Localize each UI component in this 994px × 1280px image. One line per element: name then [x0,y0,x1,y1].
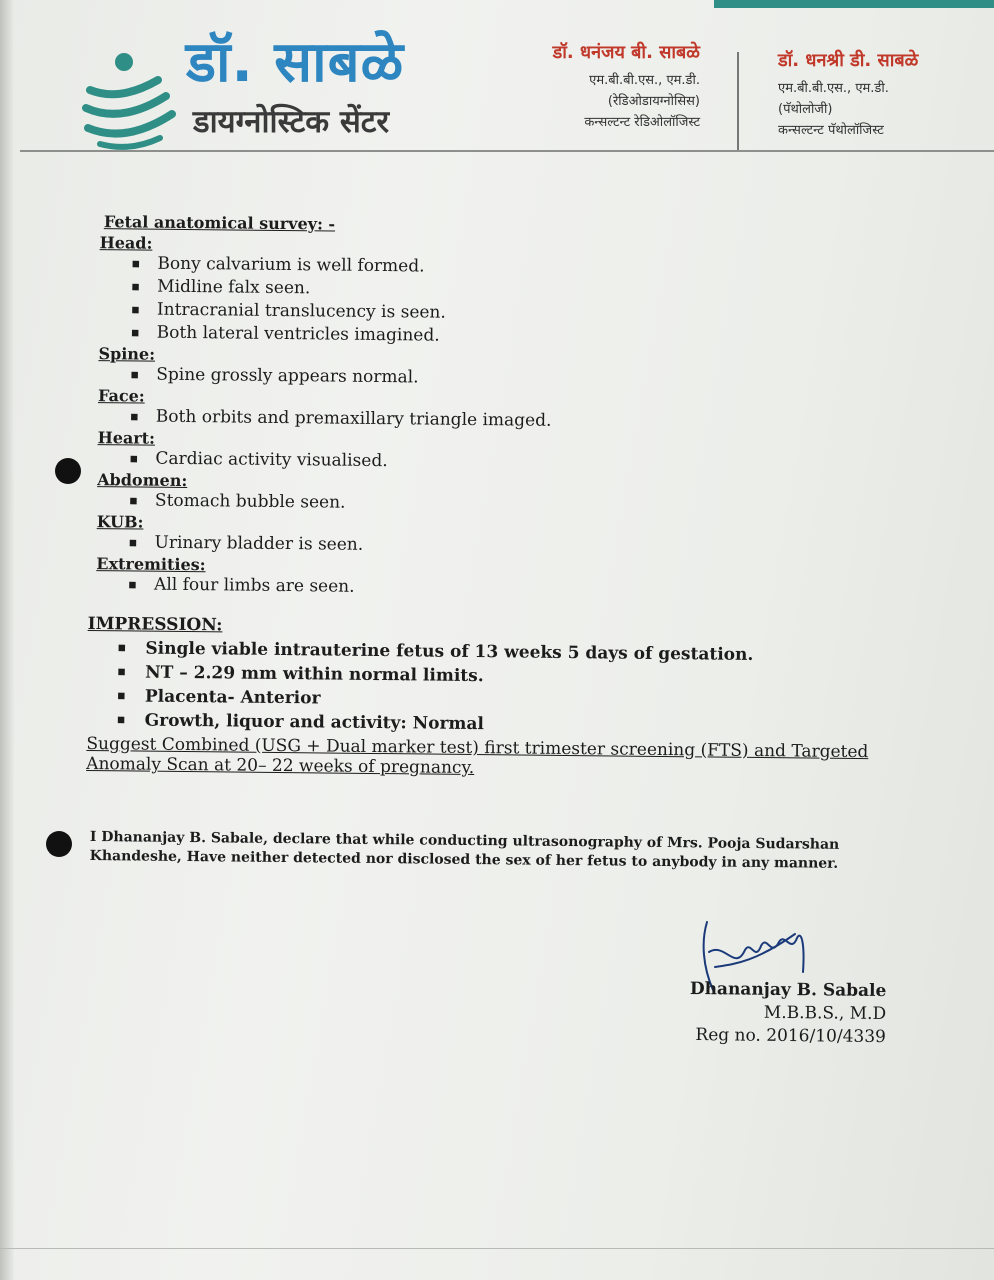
section-heading: Abdomen: [97,470,188,491]
impression-item: ▪ Placenta- Anterior [87,684,887,716]
list-item: ▪ Stomach bubble seen. [97,489,889,520]
impression-item: ▪ Growth, liquor and activity: Normal [87,708,887,740]
signatory-degree: M.B.B.S., M.D [763,1002,887,1025]
section-face [98,386,890,436]
list-item: ▪ All four limbs are seen. [96,573,888,604]
doctor1-block [553,40,700,133]
list-item: ▪ Urinary bladder is seen. [96,531,888,562]
list-item: ▪ Both lateral ventricles imagined. [99,321,891,352]
declaration-text: I Dhananjay B. Sabale, declare that while conducting ultrasonography of Mrs. Pooja Sudarshan Khandeshe, Have neither detected nor disclosed the sex of her fetus to anybody in any manner. [89,828,840,872]
impression-title: IMPRESSION: [87,613,223,636]
report-body [86,212,892,782]
impression-list [87,636,888,740]
section-extremities [96,554,888,604]
doctor2-specialty: (पॅथोलोजी) [778,102,833,117]
section-heading: Spine: [98,344,156,364]
suggestion-text: Suggest Combined (USG + Dual marker test) first trimester screening (FTS) and Targeted Anomaly Scan at 20– 22 weeks of pregnancy. [86,733,869,779]
punch-hole [46,831,72,857]
doctor2-degree: एम.बी.बी.एस., एम.डी. [778,81,889,96]
list-item: ▪ Both orbits and premaxillary triangle imaged. [98,405,890,436]
section-heading: KUB: [96,512,144,532]
doctor1-role: कन्सल्टन्ट रेडिओलॉजिस्ट [584,115,700,130]
punch-hole [55,458,81,484]
impression-item: ▪ Single viable intrauterine fetus of 13 weeks 5 days of gestation. [87,636,887,668]
page-fold [0,1248,994,1249]
section-heading: Extremities: [96,554,206,575]
doctor1-specialty: (रेडिओडायग्नोसिस) [607,94,700,109]
section-heading: Face: [97,386,145,406]
section-abdomen [97,470,889,520]
section-heart [97,428,889,478]
survey-title: Fetal anatomical survey: - [103,212,336,234]
list-item: ▪ Bony calvarium is well formed. [99,252,891,283]
section-head [99,233,892,352]
signatory-reg: Reg no. 2016/10/4339 [695,1025,886,1048]
person-waves-logo-icon [80,40,180,150]
list-item: ▪ Spine grossly appears normal. [98,363,890,394]
list-item: ▪ Midline falx seen. [99,275,891,306]
section-heading: Head: [99,233,153,253]
signatory-name: Dhananjay B. Sabale [689,978,887,1002]
doctor2-block [778,48,918,141]
list-item: ▪ Intracranial translucency is seen. [99,298,891,329]
header-color-band [714,0,994,8]
doctor2-name: डॉ. धनश्री डी. साबळे [778,50,919,71]
brand-title: डॉ. साबळे [186,30,405,95]
header-divider [737,52,739,152]
section-kub [96,512,888,562]
doctor2-role: कन्सल्टन्ट पॅथोलॉजिस्ट [778,123,884,138]
list-item: ▪ Cardiac activity visualised. [97,447,889,478]
section-heading: Heart: [97,428,156,448]
doctor1-name: डॉ. धनंजय बी. साबळे [552,42,700,63]
brand-subtitle: डायग्नोस्टिक सेंटर [193,104,390,140]
section-spine [98,344,890,394]
signature-block [689,978,886,1049]
doctor1-degree: एम.बी.बी.एस., एम.डी. [589,73,700,88]
header-rule [20,150,994,152]
impression-item: ▪ NT – 2.29 mm within normal limits. [87,660,887,692]
page-edge-shadow [0,0,14,1280]
